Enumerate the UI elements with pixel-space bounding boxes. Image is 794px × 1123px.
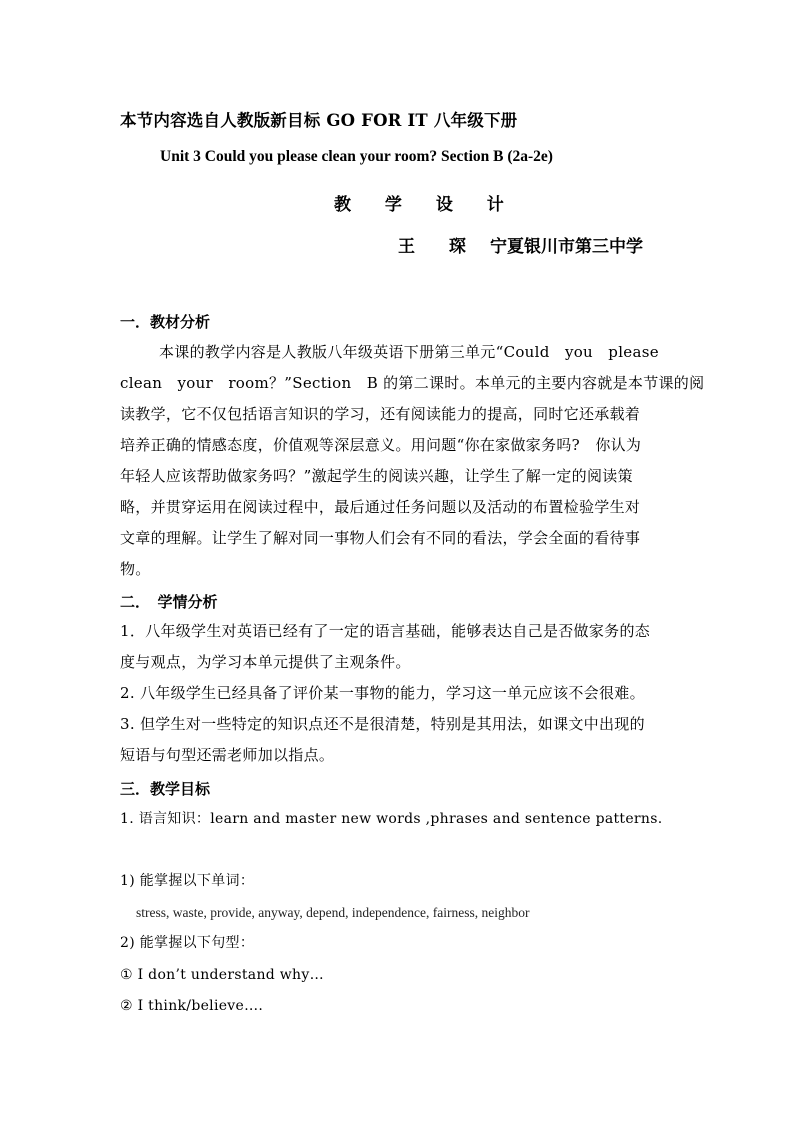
author-name: 王 琛: [398, 237, 466, 257]
words-list: stress, waste, provide, anyway, depend, independence, fairness, neighbor: [136, 905, 530, 920]
paragraph-line: 读教学，它不仅包括语言知识的学习，还有阅读能力的提高，同时它还承载着: [120, 405, 641, 423]
unit-title: Unit 3 Could you please clean your room? Section B (2a-2e): [160, 148, 553, 165]
list-item: 短语与句型还需老师加以指点。: [120, 746, 335, 764]
source-line: 本节内容选自人教版新目标 GO FOR IT 八年级下册: [120, 111, 518, 130]
list-item: 2. 八年级学生已经具备了评价某一事物的能力，学习这一单元应该不会很难。: [120, 684, 645, 702]
goal-language-knowledge: 1. 语言知识：learn and master new words ,phrases and sentence patterns.: [120, 811, 663, 827]
sentences-label: 2) 能掌握以下句型：: [120, 935, 255, 951]
sentence-pattern: ② I think/believe….: [120, 998, 264, 1014]
paragraph-line: 年轻人应该帮助做家务吗？”激起学生的阅读兴趣，让学生了解一定的阅读策: [120, 467, 633, 485]
paragraph-line: 培养正确的情感态度，价值观等深层意义。用问题“你在家做家务吗? 你认为: [120, 436, 642, 454]
paragraph-line: 略，并贯穿运用在阅读过程中，最后通过任务问题以及活动的布置检验学生对: [120, 498, 641, 516]
sentence-pattern: ① I don’t understand why…: [120, 967, 324, 983]
paragraph-line: 本课的教学内容是人教版八年级英语下册第三单元“Could you please: [159, 343, 659, 361]
section-title-learner-analysis: 二． 学情分析: [120, 593, 218, 611]
list-item: 1．八年级学生对英语已经有了一定的语言基础，能够表达自己是否做家务的态: [120, 622, 651, 640]
section-title-teaching-goals: 三．教学目标: [120, 780, 211, 798]
author-school: 宁夏银川市第三中学: [490, 237, 643, 257]
words-label: 1) 能掌握以下单词：: [120, 873, 255, 889]
list-item: 度与观点，为学习本单元提供了主观条件。: [120, 653, 411, 671]
paragraph-line: 物。: [120, 560, 151, 578]
paragraph-line: 文章的理解。让学生了解对同一事物人们会有不同的看法，学会全面的看待事: [120, 529, 641, 547]
section-title-textbook-analysis: 一．教材分析: [120, 313, 211, 331]
list-item: 3. 但学生对一些特定的知识点还不是很清楚，特别是其用法，如课文中出现的: [120, 715, 645, 733]
paragraph-line: clean your room？”Section B 的第二课时。本单元的主要内容就是本节课的阅: [120, 374, 705, 392]
design-title: 教 学 设 计: [334, 195, 518, 215]
